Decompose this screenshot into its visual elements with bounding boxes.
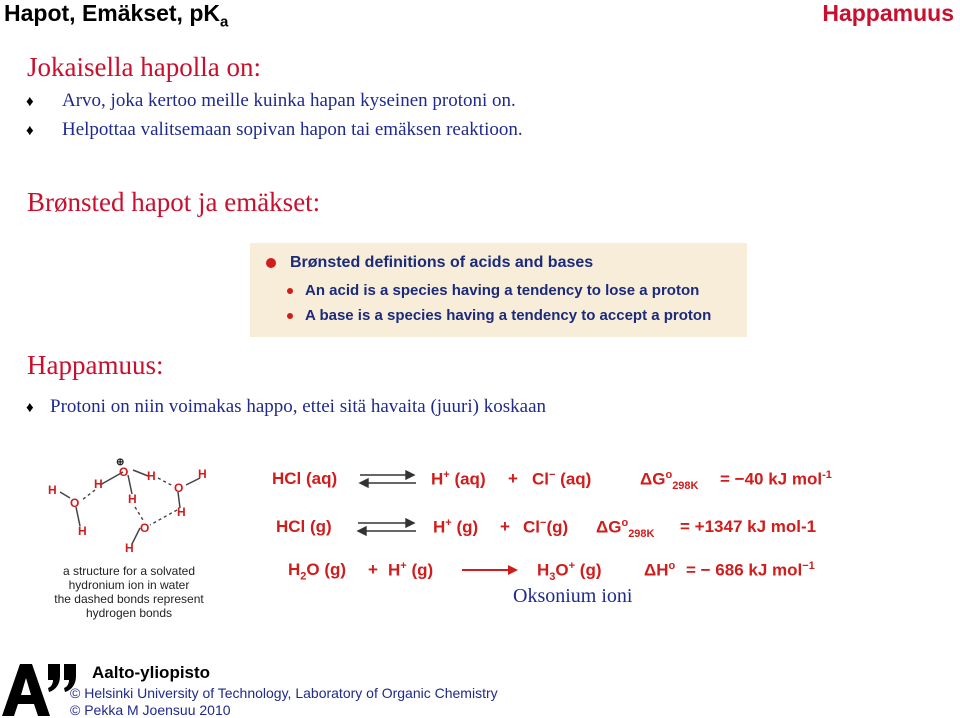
- bronsted-definition-box: [250, 243, 747, 337]
- bullet-text-2: Helpottaa valitsemaan sopivan hapon tai emäksen reaktioon.: [62, 119, 523, 140]
- equation-1-h: H: [431, 469, 444, 489]
- equation-2-delta-g: ΔG: [596, 517, 622, 537]
- footer-copyright-line-1: © Helsinki University of Technology, Laboratory of Organic Chemistry: [70, 685, 498, 701]
- equation-3-h3: H: [537, 560, 550, 580]
- section-heading-jokaisella: Jokaisella hapolla on:: [27, 52, 261, 82]
- equation-2-h-sup: +: [445, 517, 452, 529]
- equation-2-cl-sup: −: [540, 517, 547, 529]
- bronsted-box-item-2: A base is a species having a tendency to accept a proton: [305, 307, 712, 324]
- equation-2-delta: [596, 517, 654, 540]
- equation-3-h2o-rest: O (g): [306, 560, 347, 579]
- equation-2-plus: +: [500, 517, 510, 536]
- section-heading-bronsted: Brønsted hapot ja emäkset:: [27, 187, 321, 217]
- equation-3-h: H: [388, 560, 401, 580]
- equation-1-plus: +: [508, 469, 518, 488]
- structure-atom: O: [174, 481, 184, 495]
- equation-3-delta: [644, 560, 675, 581]
- equation-1-value-sup: -1: [822, 469, 832, 481]
- footer-copyright-line-2: © Pekka M Joensuu 2010: [70, 702, 231, 718]
- equation-1-value: [720, 469, 832, 490]
- red-dot-icon: [266, 258, 276, 268]
- equation-1-product-b: [532, 469, 591, 490]
- oksonium-label: Oksonium ioni: [513, 585, 633, 607]
- aalto-logo: [0, 660, 80, 718]
- bullet-text-protoni: Protoni on niin voimakas happo, ettei sitä havaita (juuri) koskaan: [50, 396, 547, 417]
- equation-1-cl: Cl: [532, 469, 549, 489]
- aalto-brand-name: Aalto-yliopisto: [92, 663, 211, 682]
- diamond-bullet-icon: ♦: [26, 400, 34, 416]
- equation-3-value: [686, 560, 815, 581]
- equation-3-h3-sub: 3: [549, 571, 556, 584]
- diamond-bullet-icon: ♦: [26, 123, 34, 139]
- slide-title-text: Hapot, Emäkset, pK: [4, 0, 220, 26]
- section-heading-happamuus: Happamuus:: [27, 350, 164, 380]
- bullet-item-1: [26, 90, 516, 112]
- structure-atom: O: [140, 521, 150, 535]
- equation-3-h-rest: (g): [406, 560, 434, 580]
- equation-3-reactant-a: [288, 560, 346, 582]
- structure-atom: O: [70, 496, 80, 510]
- equation-1-delta-sub: 298K: [672, 480, 699, 493]
- equation-1-cl-sup: −: [549, 469, 556, 481]
- caption-line: hydronium ion in water: [68, 578, 190, 592]
- equation-3-h2-sub: 2: [300, 570, 307, 583]
- equation-3-product-rest: (g): [575, 560, 602, 580]
- equation-2-product-b: [523, 517, 568, 538]
- equation-3-delta-sup: o: [668, 560, 676, 572]
- equation-2-delta-sup: o: [621, 517, 629, 529]
- equation-1-product-a: [431, 469, 486, 490]
- structure-atom: H: [48, 483, 57, 497]
- equation-2-cl: Cl: [523, 517, 540, 537]
- equation-3-reactant-b: [388, 560, 433, 581]
- equation-1-h-sup: +: [443, 469, 450, 481]
- slide-title: [4, 0, 228, 31]
- slide-title-subscript: a: [220, 13, 229, 31]
- bronsted-box-title: Brønsted definitions of acids and bases: [290, 254, 594, 271]
- equation-1-delta: [640, 469, 698, 492]
- structure-atom: O: [119, 465, 129, 479]
- equation-1-delta-sup: o: [665, 469, 673, 481]
- equation-1-delta-g: ΔG: [640, 469, 666, 489]
- equation-2-value: = +1347 kJ mol-1: [680, 517, 817, 536]
- hydronium-structure-diagram: [40, 452, 230, 562]
- equation-1-cl-rest: (aq): [555, 469, 592, 489]
- red-dot-icon: [287, 288, 293, 294]
- red-dot-icon: [287, 313, 293, 319]
- structure-atom: H: [147, 469, 156, 483]
- equation-2-h: H: [433, 517, 446, 537]
- slide-topic: Happamuus: [822, 0, 954, 26]
- equation-3-product: [537, 560, 602, 583]
- diamond-bullet-icon: ♦: [26, 94, 34, 110]
- structure-atom: H: [125, 541, 134, 555]
- structure-atom: H: [128, 492, 137, 506]
- equation-2-delta-sub: 298K: [628, 528, 655, 541]
- equation-3-plus: +: [368, 560, 378, 579]
- equation-3-value-text: = − 686 kJ mol: [686, 560, 803, 580]
- equation-3-delta-h: ΔH: [644, 560, 669, 580]
- equation-1-left: HCl (aq): [272, 469, 338, 488]
- equation-1-value-text: = −40 kJ mol: [720, 469, 823, 489]
- equation-2-h-rest: (g): [451, 517, 479, 537]
- caption-line: a structure for a solvated: [62, 564, 196, 578]
- bullet-text-1: Arvo, joka kertoo meille kuinka hapan kyseinen protoni on.: [62, 90, 516, 111]
- equation-3-h2: H: [288, 560, 301, 579]
- equation-3-o-sup: +: [568, 560, 576, 572]
- caption-line: hydrogen bonds: [85, 606, 173, 620]
- structure-caption: [34, 564, 224, 620]
- bullet-item-2: [26, 119, 523, 141]
- equation-2-product-a: [433, 517, 478, 538]
- equation-3-o: O: [555, 560, 569, 580]
- equilibrium-arrow-icon: [356, 468, 420, 490]
- structure-atom: H: [198, 467, 207, 481]
- structure-atom: H: [78, 524, 87, 538]
- caption-line: the dashed bonds represent: [54, 592, 204, 606]
- reaction-arrow-icon: [460, 562, 520, 578]
- equation-1-h-rest: (aq): [449, 469, 486, 489]
- equation-2-cl-rest: (g): [546, 517, 569, 537]
- structure-atom: H: [177, 505, 186, 519]
- equation-3-value-sup: −1: [802, 560, 815, 572]
- equation-2-left: HCl (g): [276, 517, 332, 536]
- bronsted-box-item-1: An acid is a species having a tendency to lose a proton: [305, 282, 700, 299]
- bullet-item-protoni: [26, 396, 546, 418]
- equilibrium-arrow-icon: [354, 516, 420, 538]
- plus-charge-symbol: ⊕: [116, 457, 125, 468]
- structure-atom: H: [94, 477, 103, 491]
- equation-3-h-sup: +: [400, 560, 407, 572]
